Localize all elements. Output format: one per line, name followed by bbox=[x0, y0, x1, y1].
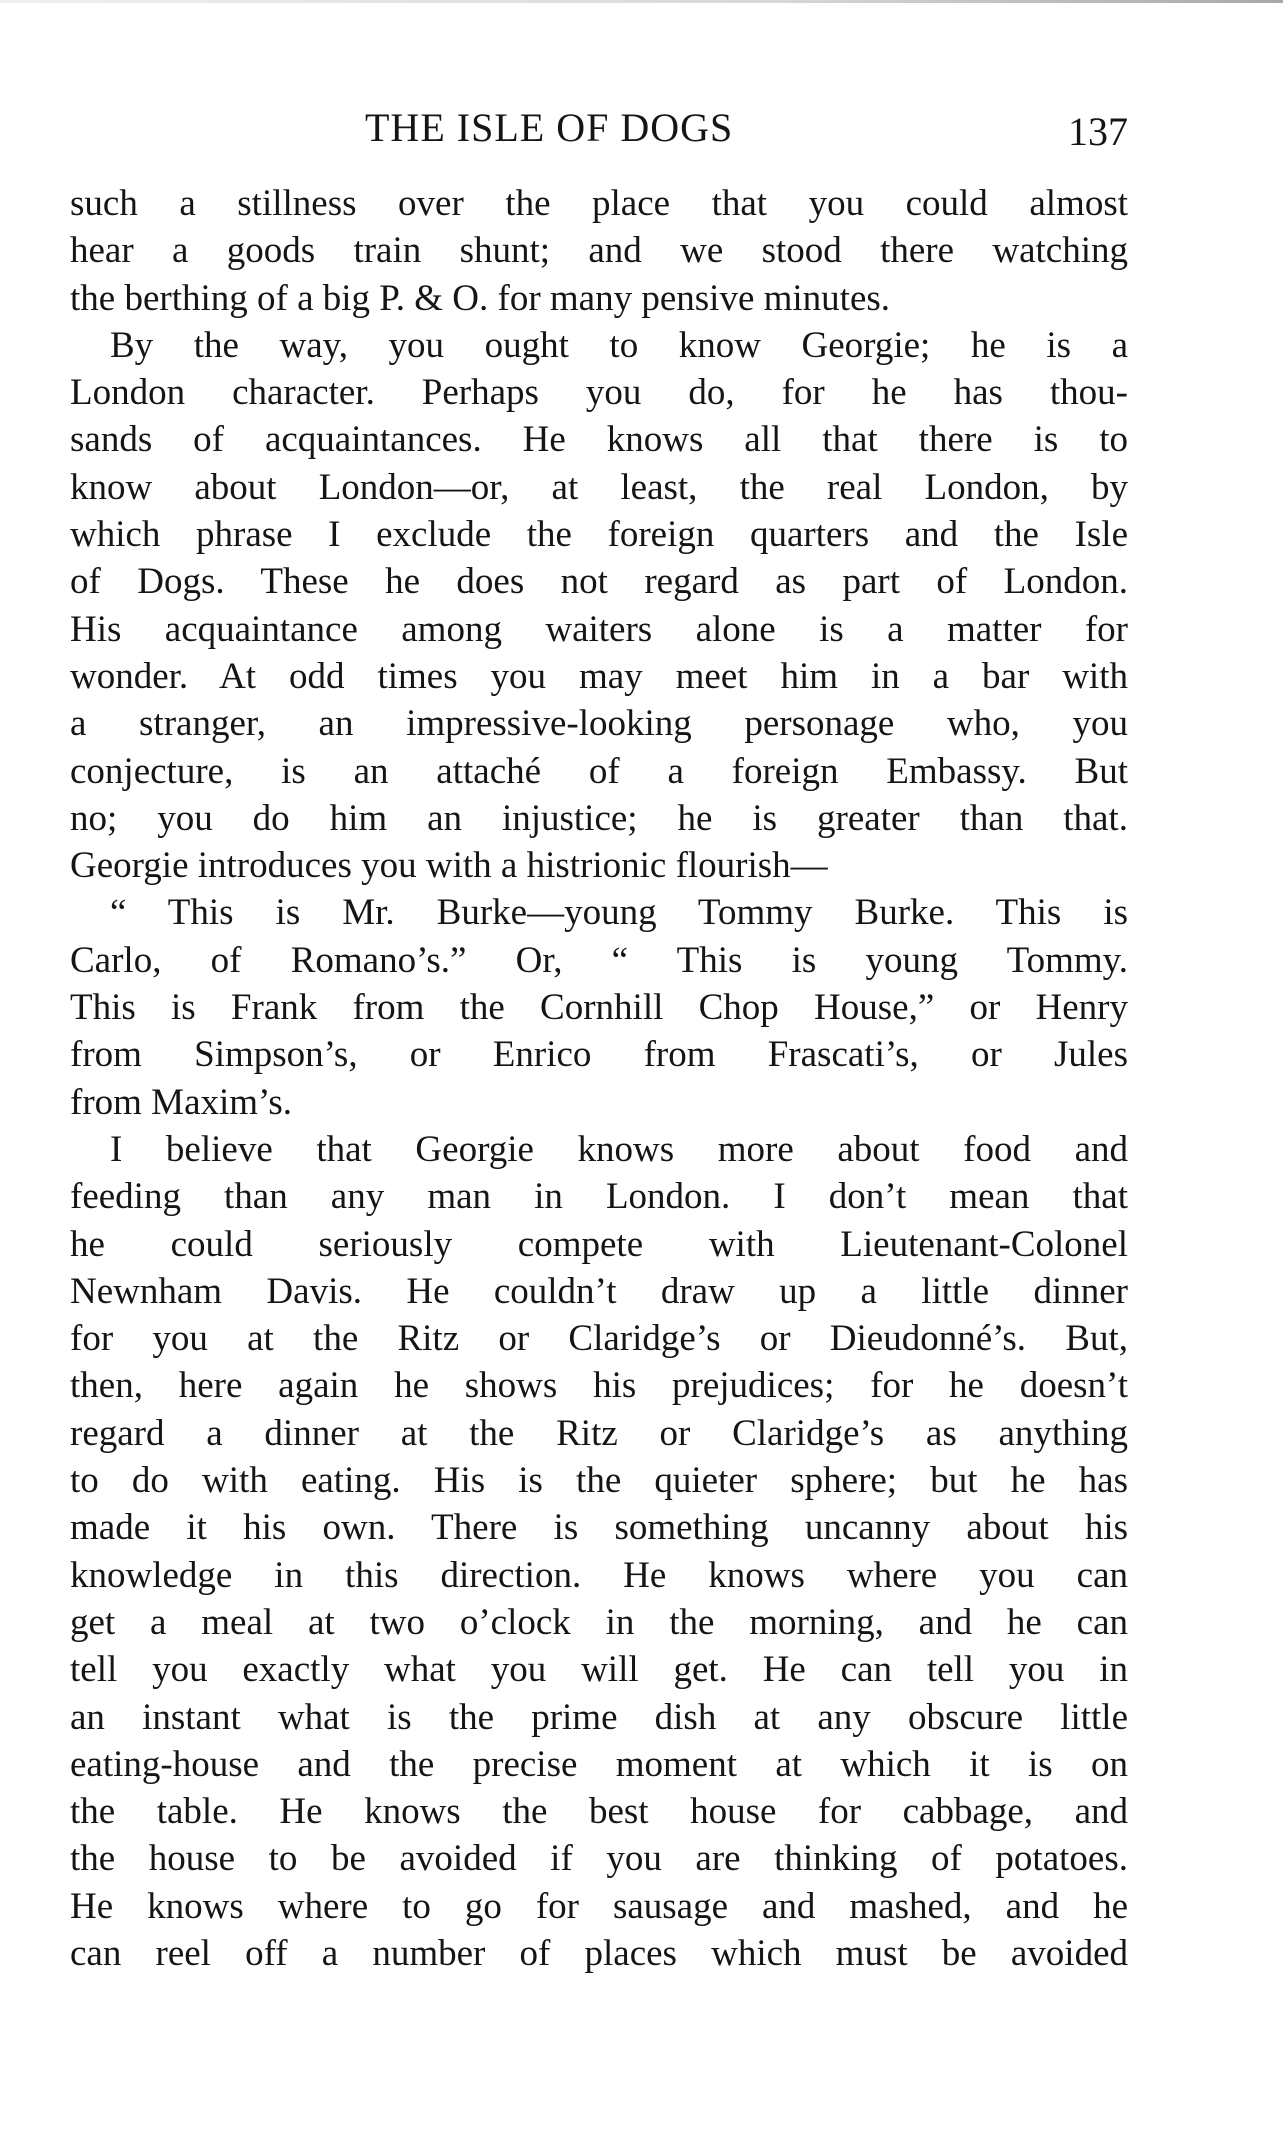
text-line: Newnham Davis. He couldn’t draw up a little dinner bbox=[70, 1270, 1128, 1312]
text-line: This is Frank from the Cornhill Chop House,” or Henry bbox=[70, 987, 1128, 1029]
text-line: conjecture, is an attaché of a foreign Embassy. But bbox=[70, 750, 1128, 792]
running-title: THE ISLE OF DOGS bbox=[365, 105, 734, 150]
text-line: “ This is Mr. Burke—young Tommy Burke. This is bbox=[110, 892, 1128, 934]
text-line: eating-house and the precise moment at which it is on bbox=[70, 1743, 1128, 1785]
text-line: know about London—or, at least, the real London, by bbox=[70, 466, 1128, 508]
text-line: By the way, you ought to know Georgie; he is a bbox=[110, 324, 1128, 366]
running-head bbox=[70, 100, 1128, 160]
text-line: of Dogs. These he does not regard as part of London. bbox=[70, 561, 1128, 603]
text-line: a stranger, an impressive-looking personage who, you bbox=[70, 703, 1128, 745]
text-line: regard a dinner at the Ritz or Claridge’s as anything bbox=[70, 1412, 1128, 1454]
text-line: to do with eating. His is the quieter sphere; but he has bbox=[70, 1460, 1128, 1502]
text-line: made it his own. There is something uncanny about his bbox=[70, 1507, 1128, 1549]
text-line: for you at the Ritz or Claridge’s or Dieudonné’s. But, bbox=[70, 1318, 1128, 1360]
text-line: Georgie introduces you with a histrionic flourish— bbox=[70, 845, 828, 887]
text-line: feeding than any man in London. I don’t mean that bbox=[70, 1176, 1128, 1218]
text-line: He knows where to go for sausage and mashed, and he bbox=[70, 1885, 1128, 1927]
text-line: an instant what is the prime dish at any obscure little bbox=[70, 1696, 1128, 1738]
text-line: which phrase I exclude the foreign quarters and the Isle bbox=[70, 514, 1128, 556]
text-line: then, here again he shows his prejudices; for he doesn’t bbox=[70, 1365, 1128, 1407]
text-line: I believe that Georgie knows more about food and bbox=[110, 1128, 1128, 1170]
text-line: the berthing of a big P. & O. for many pensive minutes. bbox=[70, 277, 891, 319]
text-line: tell you exactly what you will get. He can tell you in bbox=[70, 1649, 1128, 1691]
text-line: Carlo, of Romano’s.” Or, “ This is young Tommy. bbox=[70, 939, 1128, 981]
text-line: from Maxim’s. bbox=[70, 1081, 292, 1123]
text-line: knowledge in this direction. He knows where you can bbox=[70, 1554, 1128, 1596]
body-text bbox=[70, 180, 1128, 1977]
text-line: get a meal at two o’clock in the morning, and he can bbox=[70, 1601, 1128, 1643]
text-line: the table. He knows the best house for cabbage, and bbox=[70, 1791, 1128, 1833]
page-number: 137 bbox=[1068, 109, 1128, 154]
text-line: can reel off a number of places which must be avoided bbox=[70, 1932, 1128, 1974]
text-line: sands of acquaintances. He knows all that there is to bbox=[70, 419, 1128, 461]
text-line: he could seriously compete with Lieutenant-Colonel bbox=[70, 1223, 1128, 1265]
text-line: wonder. At odd times you may meet him in a bar with bbox=[70, 655, 1128, 697]
text-line: no; you do him an injustice; he is greater than that. bbox=[70, 797, 1128, 839]
text-line: from Simpson’s, or Enrico from Frascati’s, or Jules bbox=[70, 1034, 1128, 1076]
page-top-edge bbox=[0, 0, 1283, 3]
text-line: His acquaintance among waiters alone is a matter for bbox=[70, 608, 1128, 650]
text-line: London character. Perhaps you do, for he has thou- bbox=[70, 372, 1128, 414]
text-line: such a stillness over the place that you could almost bbox=[70, 183, 1128, 224]
text-line: the house to be avoided if you are thinking of potatoes. bbox=[70, 1838, 1128, 1880]
text-line: hear a goods train shunt; and we stood there watching bbox=[70, 230, 1128, 272]
